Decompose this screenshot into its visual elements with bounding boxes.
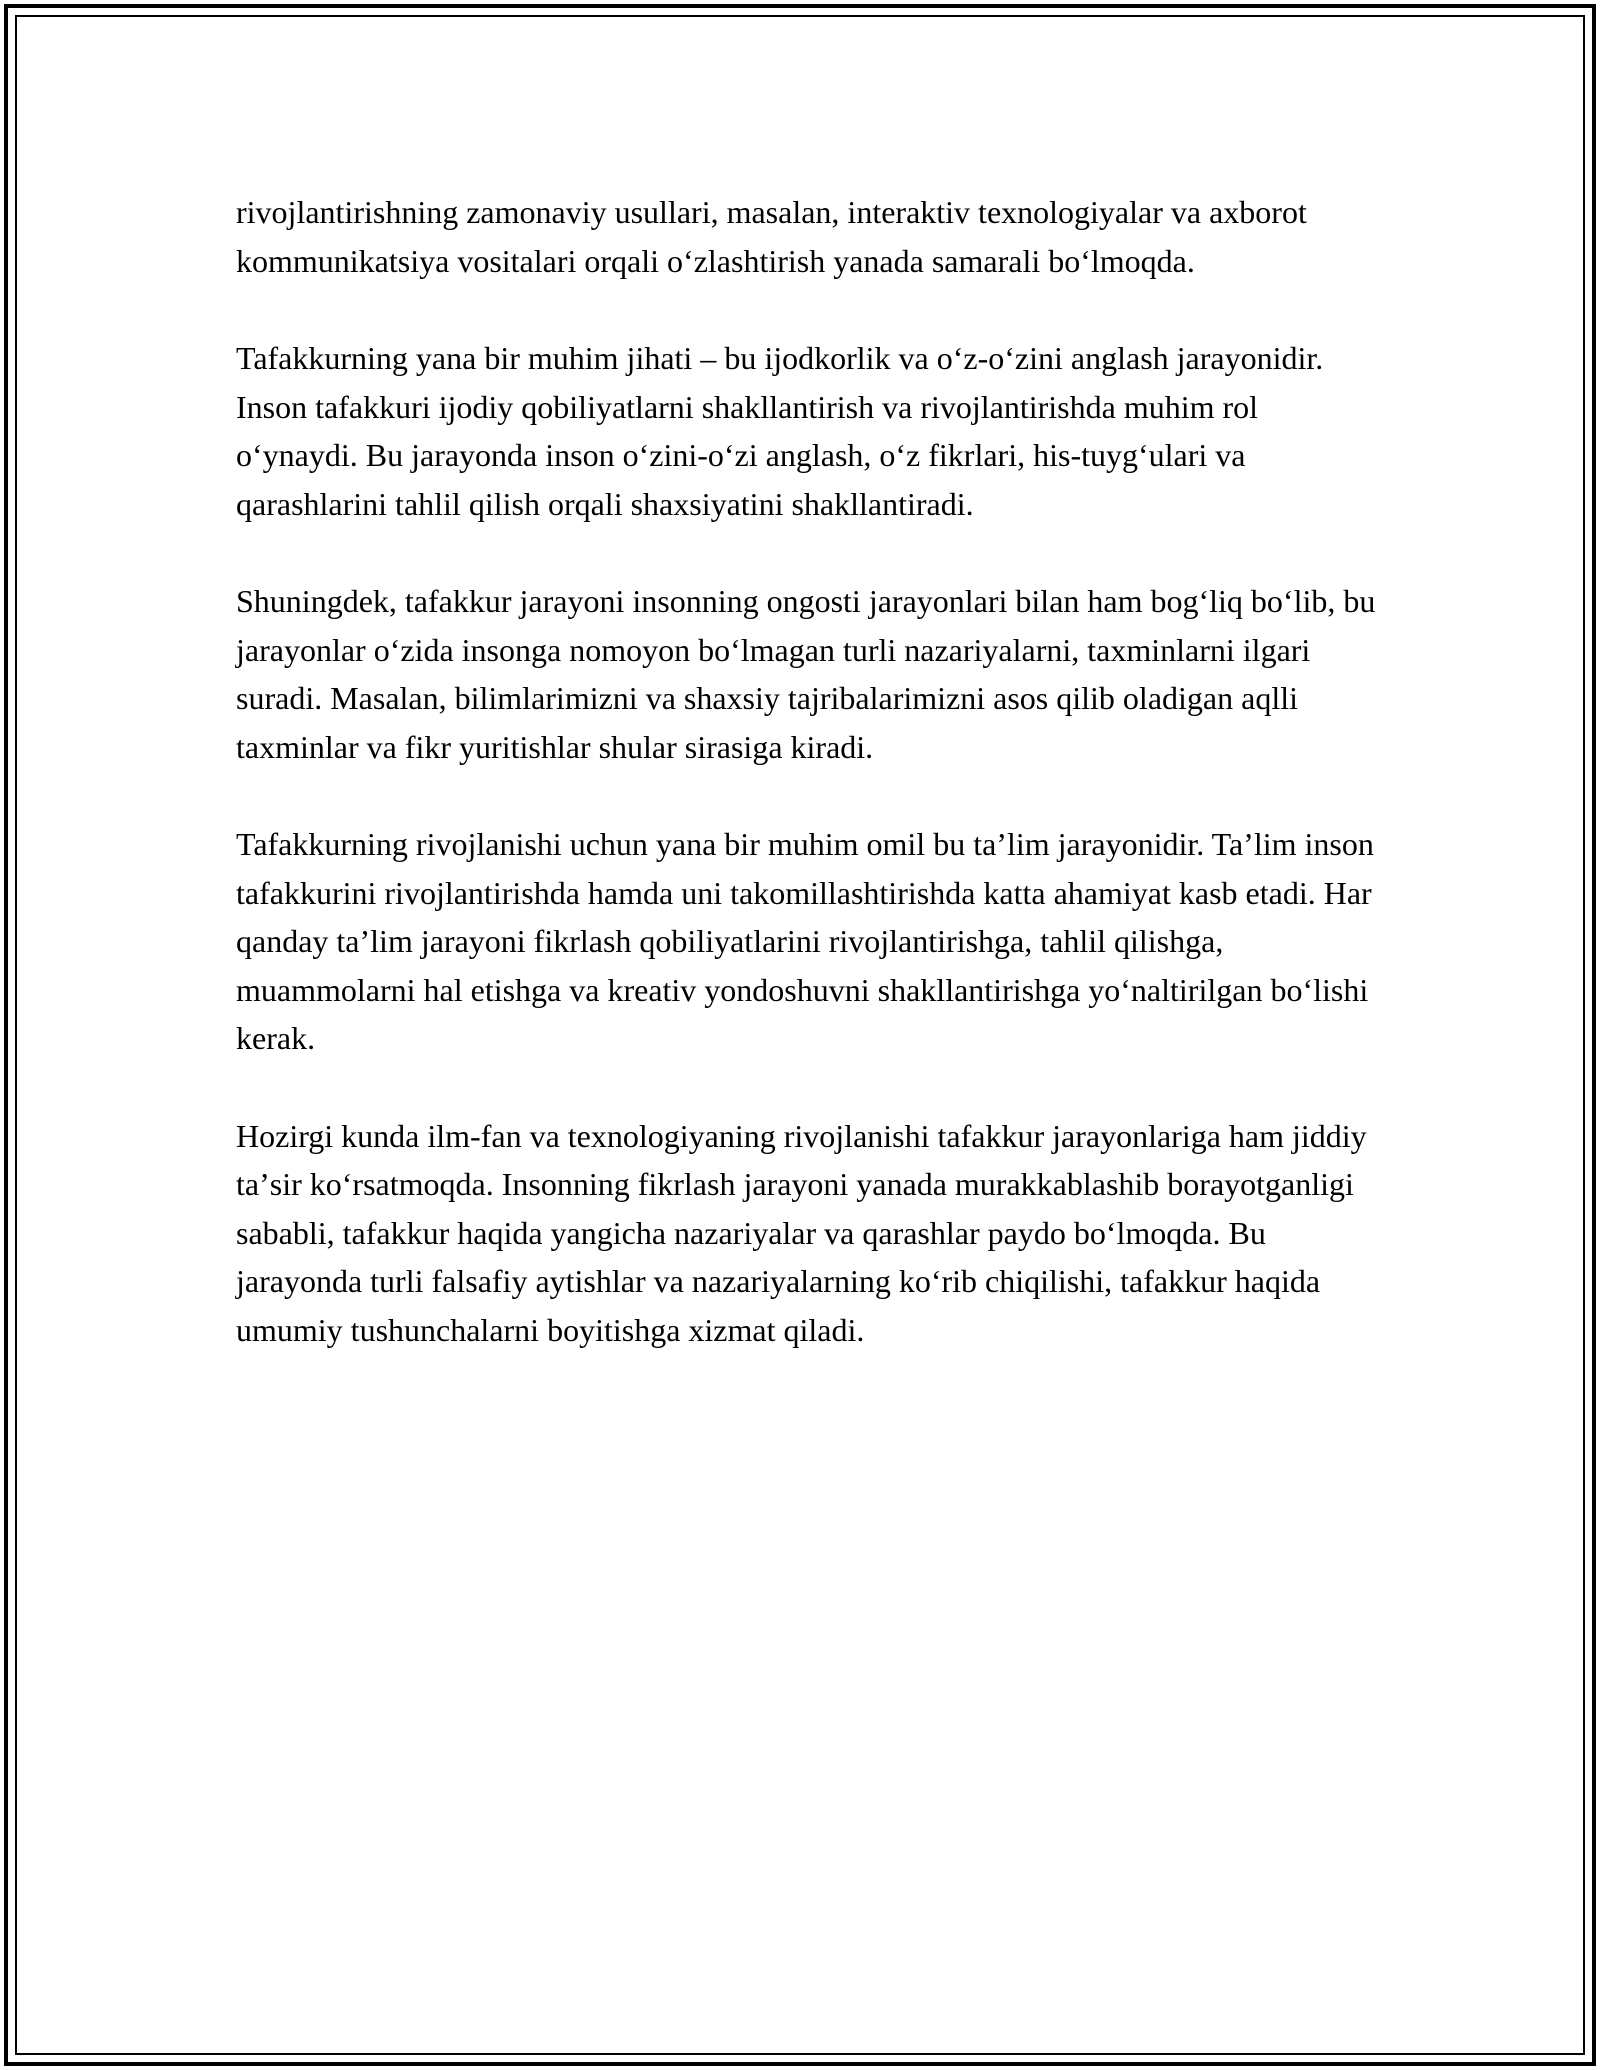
paragraph: Tafakkurning yana bir muhim jihati – bu ijodkorlik va oʻz-oʻzini anglash jarayonidir. Inson tafakkuri ijodiy qobiliyatlarni shakllantirish va rivojlantirishda muhim rol oʻynaydi. Bu jarayonda inson oʻzini-oʻzi anglash, oʻz fikrlari, his-tuygʻulari va qarashlarini tahlil qilish orqali shaxsiyatini shakllantiradi. xyxy=(236,340,1324,522)
paragraph: rivojlantirishning zamonaviy usullari, masalan, interaktiv texnologiyalar va axborot kommunikatsiya vositalari orqali oʻzlashtirish yanada samarali boʻlmoqda. xyxy=(236,194,1307,279)
document-body xyxy=(236,188,1376,1403)
paragraph: Hozirgi kunda ilm-fan va texnologiyaning rivojlanishi tafakkur jarayonlariga ham jiddiy taʼsir koʻrsatmoqda. Insonning fikrlash jarayoni yanada murakkablashib borayotganligi sababli, tafakkur haqida yangicha nazariyalar va qarashlar paydo boʻlmoqda. Bu jarayonda turli falsafiy aytishlar va nazariyalarning koʻrib chiqilishi, tafakkur haqida umumiy tushunchalarni boyitishga xizmat qiladi. xyxy=(236,1117,1367,1348)
paragraph: Tafakkurning rivojlanishi uchun yana bir muhim omil bu taʼlim jarayonidir. Taʼlim inson tafakkurini rivojlantirishda hamda uni takomillashtirishda katta ahamiyat kasb etadi. Har qanday taʼlim jarayoni fikrlash qobiliyatlarini rivojlantirishga, tahlil qilishga, muammolarni hal etishga va kreativ yondoshuvni shakllantirishga yoʻnaltirilgan boʻlishi kerak. xyxy=(236,826,1374,1056)
paragraph: Shuningdek, tafakkur jarayoni insonning ongosti jarayonlari bilan ham bogʻliq boʻlib, bu jarayonlar oʻzida insonga nomoyon boʻlmagan turli nazariyalarni, taxminlarni ilgari suradi. Masalan, bilimlarimizni va shaxsiy tajribalarimizni asos qilib oladigan aqlli taxminlar va fikr yuritishlar shular sirasiga kiradi. xyxy=(236,583,1376,765)
